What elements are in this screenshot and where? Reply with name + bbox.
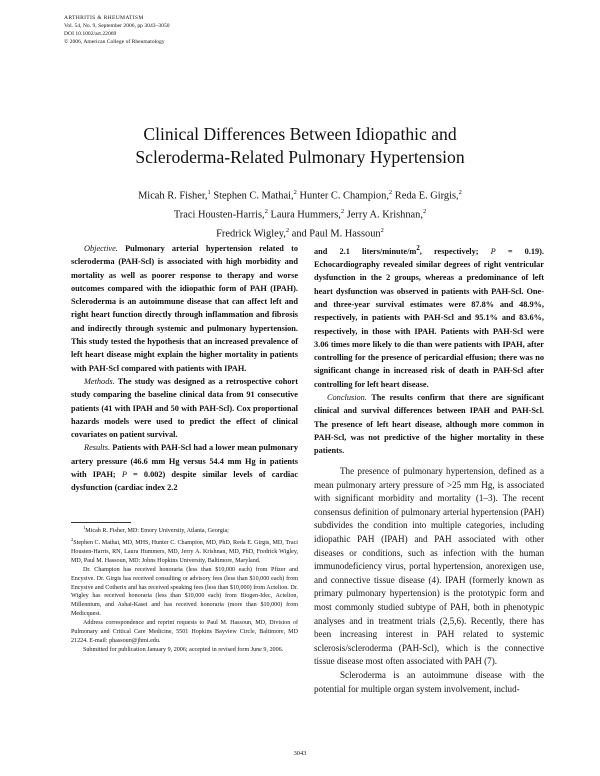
abstract-results [71,441,298,494]
abstract-methods [71,375,298,441]
author-affiliation: 2 [458,189,462,196]
results-cont-b: , respectively; [419,246,479,256]
abstract-conclusion [314,391,544,457]
footnote-affiliation-1 [71,524,298,536]
footnote-marker: 1 [83,525,86,530]
footnote-marker: 2 [71,536,74,542]
abstract-left-column [71,242,298,495]
journal-volume: Vol. 54, No. 9, September 2006, pp 3043–3050 [64,23,170,29]
conclusion-label: Conclusion. [327,393,367,403]
title-line-1: Clinical Differences Between Idiopathic and [143,124,457,144]
p-value-symbol: P [121,470,127,480]
page-number: 3043 [293,750,307,757]
author-affiliation: 2 [285,226,290,234]
journal-doi: DOI 10.1002/art.22069 [64,31,117,37]
abstract-results-continued [314,242,544,391]
footnote-disclosure: Dr. Champion has received honoraria (less than $10,000 each) from Pfizer and Encysive. Dr. Girgis has received consulting or advisory fees (less than $10,000 each) from Encysive and Cotherix and has received speaking fees (less than $10,000) from Actelion. Dr. Wigley has received honoraria (less than $10,000 each) from Biogen-Idec, Actelion, Millennium, and Ashai-Kasei and has received honoraria (more than $10,000) from Medicquest. [71,566,298,618]
author-name: Hunter C. Champion, [299,190,389,202]
journal-copyright: © 2006, American College of Rheumatology [64,39,165,45]
author-name: Traci Housten-Harris, [173,209,265,221]
body-text [314,465,544,696]
results-cont-c: = 0.19). Echocardiography revealed similar degrees of right ventricular dysfunction in the 2 groups, whereas a predominance of left heart dysfunction was observed in patients with PAH-Scl. One- and three-year survival estimates were 87.8% and 48.9%, respectively, in patients with PAH-Scl and 95.1% and 83.6%, respectively, in those with IPAH. Patients with PAH-Scl were 3.06 times more likely to die than were patients with IPAH, after controlling for the presence of pericardial effusion; there was no significant change in increased risk of death in PAH-Scl after controlling for left heart disease. [314,246,544,389]
journal-name: ARTHRITIS & RHEUMATISM [64,15,144,21]
author-name: and Paul M. Hassoun [291,228,381,240]
methods-label: Methods. [84,376,115,386]
author-name: Fredrick Wigley, [216,228,286,240]
results-cont-sup: 2 [416,245,420,252]
footnote-submitted: Submitted for publication January 9, 2006; accepted in revised form June 9, 2006. [83,646,284,653]
results-cont-a: and 2.1 liters/minute/m [314,246,417,256]
abstract-objective [71,242,298,375]
author-affiliation: 2 [340,207,345,215]
p-value-symbol: P [490,246,496,256]
footnote-affiliation-2 [71,536,298,566]
results-text-a: Patients with PAH-Scl had a lower mean pulmonary artery pressure (46.6 mm Hg versus 54.4 mm Hg in patients with IPAH; [71,443,298,480]
author-affiliation: 2 [422,207,427,215]
body-paragraph-2: Scleroderma is an autoimmune disease with the potential for multiple organ system involvement, includ- [314,669,544,694]
footnote-address: Address correspondence and reprint requests to Paul M. Hassoun, MD, Division of Pulmonary and Critical Care Medicine, 5501 Hopkins Bayview Circle, Baltimore, MD 21224. E-mail: phassoun@jhmi.edu. [71,620,298,644]
author-affiliation: 2 [380,226,384,234]
objective-text: Pulmonary arterial hypertension related to scleroderma (PAH-Scl) is associated with high morbidity and mortality as well as poorer response to therapy and worse outcomes compared with the idiopathic form of PAH (IPAH). Scleroderma is an autoimmune disease that can affect left and right heart function directly through inflammation and fibrosis and indirectly through systemic and pulmonary hypertension. This study tested the hypothesis that an increased prevalence of left heart disease might explain the higher mortality in patients with PAH-Scl compared with patients with IPAH. [71,244,298,373]
author-name: Jerry A. Krishnan, [346,209,423,221]
journal-header [64,14,170,46]
footnote-text: Stephen C. Mathai, MD, MHS, Hunter C. Champion, MD, PhD, Reda E. Girgis, MD, Traci Housten-Harris, RN, Laura Hummers, MD, Jerry A. Krishnan, MD, PhD, Fredrick Wigley, MD, Paul M. Hassoun, MD: Johns Hopkins University, Baltimore, Maryland. [71,539,298,564]
author-affiliation: 2 [388,189,393,196]
article-title [0,123,600,169]
author-line-2 [40,204,560,223]
author-affiliation: 1 [207,189,211,196]
author-list [40,185,560,242]
author-affiliation: 2 [264,207,268,215]
author-name: Micah R. Fisher, [138,190,208,202]
title-line-2: Scleroderma-Related Pulmonary Hypertension [135,147,465,167]
objective-label: Objective. [84,244,118,253]
author-line-1 [40,185,560,204]
author-name: Reda E. Girgis, [394,190,459,202]
author-line-3 [40,223,560,242]
body-paragraph-1: The presence of pulmonary hypertension, defined as a mean pulmonary artery pressure of >25 mm Hg, is associated with significant morbidity and mortality (1–3). The recent consensus definition of pulmonary arterial hypertension (PAH) subdivides the condition into multiple categories, including idiopathic PAH (IPAH) and PAH associated with other diseases or conditions, such as infection with the human immunodeficiency virus, portal hypertension, anorexigen use, and connective tissue disease (4). IPAH (formerly known as primary pulmonary hypertension) is the prototypic form and most commonly studied subtype of PAH, both in phenotypic analyses and in treatment trials (2,5,6). Recently, there has been increasing interest in PAH related to systemic sclerosis/scleroderma (PAH-Scl), which is the connective tissue disease most often associated with PAH (7). [314,466,544,667]
methods-text: The study was designed as a retrospective cohort study comparing the baseline clinical data from 91 consecutive patients (41 with IPAH and 50 with PAH-Scl). Cox proportional hazards models were used to predict the effect of clinical covariates on patient survival. [71,376,298,440]
results-label: Results. [84,443,111,453]
footnote-text: Micah R. Fisher, MD: Emory University, Atlanta, Georgia; [85,528,229,535]
footnote-rule [71,522,131,523]
author-affiliation: 2 [293,189,297,196]
results-text-b: = 0.002) despite similar levels of cardiac dysfunction (cardiac index 2.2 [71,470,299,493]
conclusion-text: The results confirm that there are significant clinical and survival differences between IPAH and PAH-Scl. The presence of left heart disease, although more common in PAH-Scl, was not predictive of the higher mortality in these patients. [314,393,544,456]
author-name: Laura Hummers, [270,209,341,221]
author-name: Stephen C. Mathai, [213,190,294,202]
footnotes [71,524,298,655]
abstract-right-column [314,242,544,458]
